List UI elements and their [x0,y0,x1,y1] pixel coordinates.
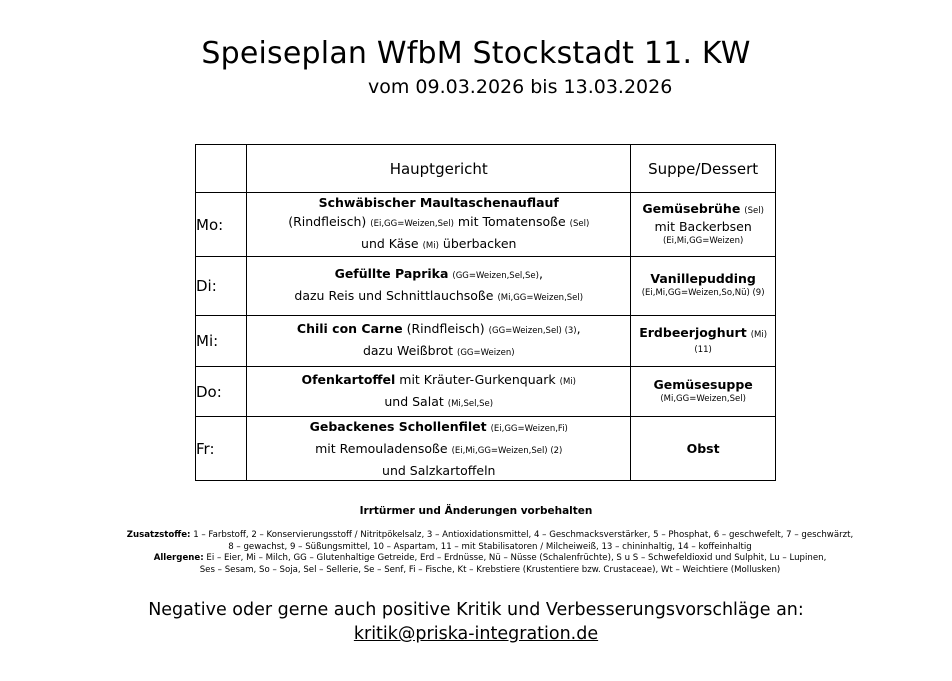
dessert-name: Erdbeerjoghurt [639,324,747,340]
dish-text: dazu Weißbrot [362,343,454,358]
allergen-codes: (Ei,Mi,GG=Weizen,So,Nü) (9) [641,288,765,298]
table-row-tuesday [196,257,776,316]
allergen-codes: (Ei,Mi,GG=Weizen,Sel) (2) [451,446,563,456]
dish-name: Ofenkartoffel [301,371,396,387]
additives-text: 1 – Farbstoff, 2 – Konservierungsstoff / Nitritpökelsalz, 3 – Antioxidationsmittel, 4 – Geschmacksverstärker, 5 – Phosphat, 6 – geschwefelt, 7 – geschwärzt, [190,530,854,540]
dessert-cell [631,316,776,367]
dish-name: Schwäbischer Maultaschenauflauf [318,195,559,210]
dish-text: und Salzkartoffeln [382,463,496,478]
day-label: Do: [196,367,247,417]
main-dish-cell [247,417,631,481]
allergens-text: Ses – Sesam, So – Soja, Sel – Sellerie, Se – Senf, Fi – Fische, Kt – Krebstiere (Krustentiere bzw. Crustaceae), Wt – Weichtiere (Mollusken) [199,564,781,575]
dessert-name: Gemüsebrühe [642,200,741,216]
header-soup-dessert: Suppe/Dessert [631,145,776,193]
allergen-codes: (GG=Weizen,Sel) (3) [488,326,577,336]
main-dish-cell [247,193,631,257]
main-dish-cell [247,316,631,367]
legend-notes [120,530,860,576]
dish-text: und Salat [384,393,444,409]
dish-name: Chili con Carne [296,321,403,336]
allergen-codes: (Ei,GG=Weizen,Fi) [490,424,568,434]
dish-name: Gefüllte Paprika [334,266,449,281]
date-range: vom 09.03.2026 bis 13.03.2026 [368,76,673,98]
dish-text: dazu Reis und Schnittlauchsoße [294,288,494,303]
feedback-email-link[interactable]: kritik@priska-integration.de [353,624,599,644]
allergens-label: Allergene: [153,553,204,563]
page-title: Speiseplan WfbM Stockstadt 11. KW [201,36,751,71]
dish-text: mit Tomatensoße [457,214,566,229]
header-day-cell [196,145,247,193]
dessert-name: Vanillepudding [650,271,756,286]
dish-text: mit Remouladensoße [315,441,448,456]
allergen-codes: (Mi,GG=Weizen,Sel) [660,393,746,404]
dessert-name: Obst [686,441,720,456]
allergen-codes: (Sel) [569,219,590,229]
day-label: Mo: [196,193,247,257]
allergen-codes: (Mi,GG=Weizen,Sel) [497,293,584,303]
table-row-thursday [196,367,776,417]
additives-label: Zusatzstoffe: [126,530,191,540]
allergen-codes: (Ei,GG=Weizen,Sel) [370,219,454,229]
allergens-text: Ei – Eier, Mi – Milch, GG – Glutenhaltige Getreide, Erd – Erdnüsse, Nü – Nüsse (Schalenfrüchte), S u S – Schwefeldioxid und Sulphit, Lu – Lupinen, [203,553,827,563]
dessert-cell [631,367,776,417]
allergen-codes: (Mi) [559,376,576,387]
allergen-codes: (GG=Weizen,Sel,Se) [452,271,539,281]
allergen-codes: (Ei,Mi,GG=Weizen) [662,235,744,246]
dessert-cell [631,257,776,316]
allergen-codes: (Mi) [422,241,439,251]
header-main-dish: Hauptgericht [247,145,631,193]
dish-text: , [576,321,581,336]
dish-name: Gebackenes Schollenfilet [309,419,487,434]
allergen-codes: (Mi) [750,329,768,340]
allergen-codes: (GG=Weizen) [457,348,515,358]
dessert-cell [631,193,776,257]
allergen-codes: (Mi,Sel,Se) [447,398,494,409]
dessert-cell [631,417,776,481]
main-dish-cell [247,257,631,316]
allergen-codes: (Sel) [744,205,764,216]
menu-table [195,144,776,481]
table-row-wednesday [196,316,776,367]
dish-text: und Käse [361,236,419,251]
table-row-monday [196,193,776,257]
dish-text: (Rindfleisch) [288,214,367,229]
day-label: Mi: [196,316,247,367]
allergen-codes: (11) [694,344,712,355]
additives-text: 8 – gewachst, 9 – Süßungsmittel, 10 – Aspartam, 11 – mit Stabilisatoren / Milcheiweiß, 13 – chininhaltig, 14 – koffeinhaltig [228,541,752,552]
feedback-section [0,598,952,646]
disclaimer: Irrtürmer und Änderungen vorbehalten [359,505,593,517]
dish-text: mit Kräuter-Gurkenquark [399,371,556,387]
table-row-friday [196,417,776,481]
dessert-text: mit Backerbsen [654,218,752,234]
dish-text: überbacken [442,236,517,251]
feedback-text: Negative oder gerne auch positive Kritik und Verbesserungsvorschläge an: [148,600,804,620]
main-dish-cell [247,367,631,417]
dish-text: , [538,266,543,281]
day-label: Fr: [196,417,247,481]
dish-text: (Rindfleisch) [406,321,485,336]
day-label: Di: [196,257,247,316]
table-header-row [196,145,776,193]
dessert-name: Gemüsesuppe [653,376,753,392]
